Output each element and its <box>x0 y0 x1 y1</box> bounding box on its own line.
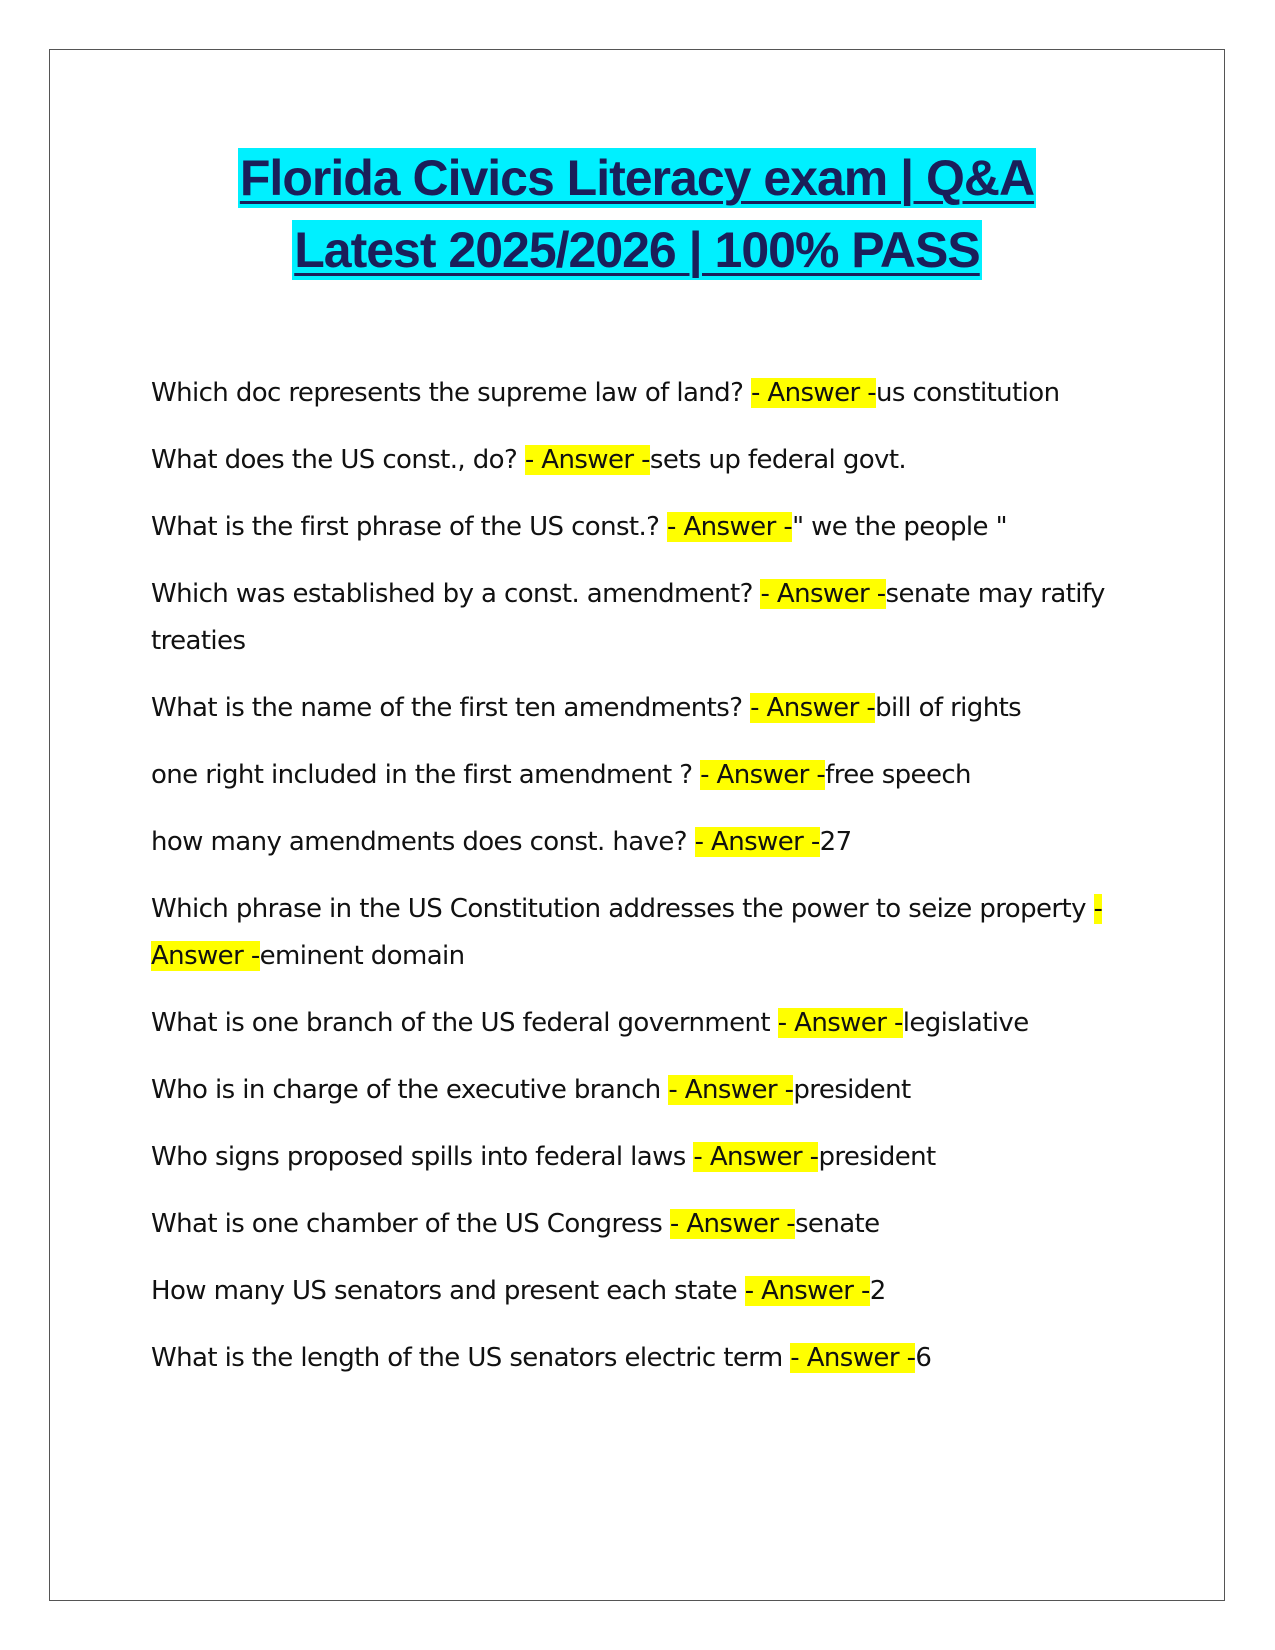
question-text: What is the name of the first ten amendments? <box>151 693 751 723</box>
question-text: Who is in charge of the executive branch <box>151 1075 669 1105</box>
answer-text: 6 <box>915 1343 932 1373</box>
answer-marker: - Answer - <box>760 579 886 609</box>
qa-item <box>151 370 1131 417</box>
qa-item <box>151 819 1131 866</box>
answer-marker: - Answer - <box>693 1142 819 1172</box>
qa-item <box>151 504 1131 551</box>
answer-marker: - Answer - <box>790 1343 916 1373</box>
answer-text: senate <box>794 1209 880 1239</box>
answer-text: senate may ratify treaties <box>151 579 1105 656</box>
answer-text: bill of rights <box>875 693 1022 723</box>
qa-item <box>151 685 1131 732</box>
qa-item <box>151 1268 1131 1315</box>
question-text: Which was established by a const. amendment? <box>151 579 761 609</box>
question-text: Which phrase in the US Constitution addresses the power to seize property <box>151 894 1094 924</box>
question-text: What is the length of the US senators electric term <box>151 1343 791 1373</box>
qa-item <box>151 1000 1131 1047</box>
answer-marker: - Answer - <box>744 1276 870 1306</box>
question-text: Which doc represents the supreme law of land? <box>151 378 751 408</box>
qa-list <box>151 370 1131 1402</box>
answer-marker: - Answer - <box>151 894 1103 971</box>
question-text: What is one chamber of the US Congress <box>151 1209 670 1239</box>
answer-marker: - Answer - <box>777 1008 903 1038</box>
answer-text: president <box>818 1142 936 1172</box>
question-text: Who signs proposed spills into federal laws <box>151 1142 694 1172</box>
answer-text: president <box>793 1075 911 1105</box>
answer-text: free speech <box>825 760 971 790</box>
answer-text: eminent domain <box>259 941 465 971</box>
answer-marker: - Answer - <box>668 1075 794 1105</box>
answer-marker: - Answer - <box>750 693 876 723</box>
answer-text: us constitution <box>876 378 1060 408</box>
qa-item <box>151 437 1131 484</box>
answer-text: legislative <box>902 1008 1029 1038</box>
question-text: What does the US const., do? <box>151 445 525 475</box>
answer-marker: - Answer - <box>524 445 650 475</box>
qa-item <box>151 1134 1131 1181</box>
question-text: how many amendments does const. have? <box>151 827 695 857</box>
qa-item <box>151 571 1131 665</box>
answer-marker: - Answer - <box>669 1209 795 1239</box>
qa-item <box>151 1335 1131 1382</box>
answer-marker: - Answer - <box>700 760 826 790</box>
question-text: one right included in the first amendment ? <box>151 760 701 790</box>
answer-marker: - Answer - <box>667 512 793 542</box>
answer-marker: - Answer - <box>750 378 877 408</box>
question-text: What is the first phrase of the US const.? <box>151 512 668 542</box>
question-text: How many US senators and present each state <box>151 1276 745 1306</box>
answer-text: " we the people " <box>792 512 1007 542</box>
qa-item <box>151 1067 1131 1114</box>
title-line-2: Latest 2025/2026 | 100% PASS <box>294 222 980 278</box>
answer-text: 27 <box>819 827 852 857</box>
answer-text: 2 <box>869 1276 886 1306</box>
title-line-1: Florida Civics Literacy exam | Q&A <box>239 150 1035 206</box>
answer-marker: - Answer - <box>694 827 820 857</box>
qa-item <box>151 886 1131 980</box>
document-title <box>49 148 1225 292</box>
answer-text: sets up federal govt. <box>649 445 907 475</box>
qa-item <box>151 1201 1131 1248</box>
qa-item <box>151 752 1131 799</box>
question-text: What is one branch of the US federal government <box>151 1008 778 1038</box>
